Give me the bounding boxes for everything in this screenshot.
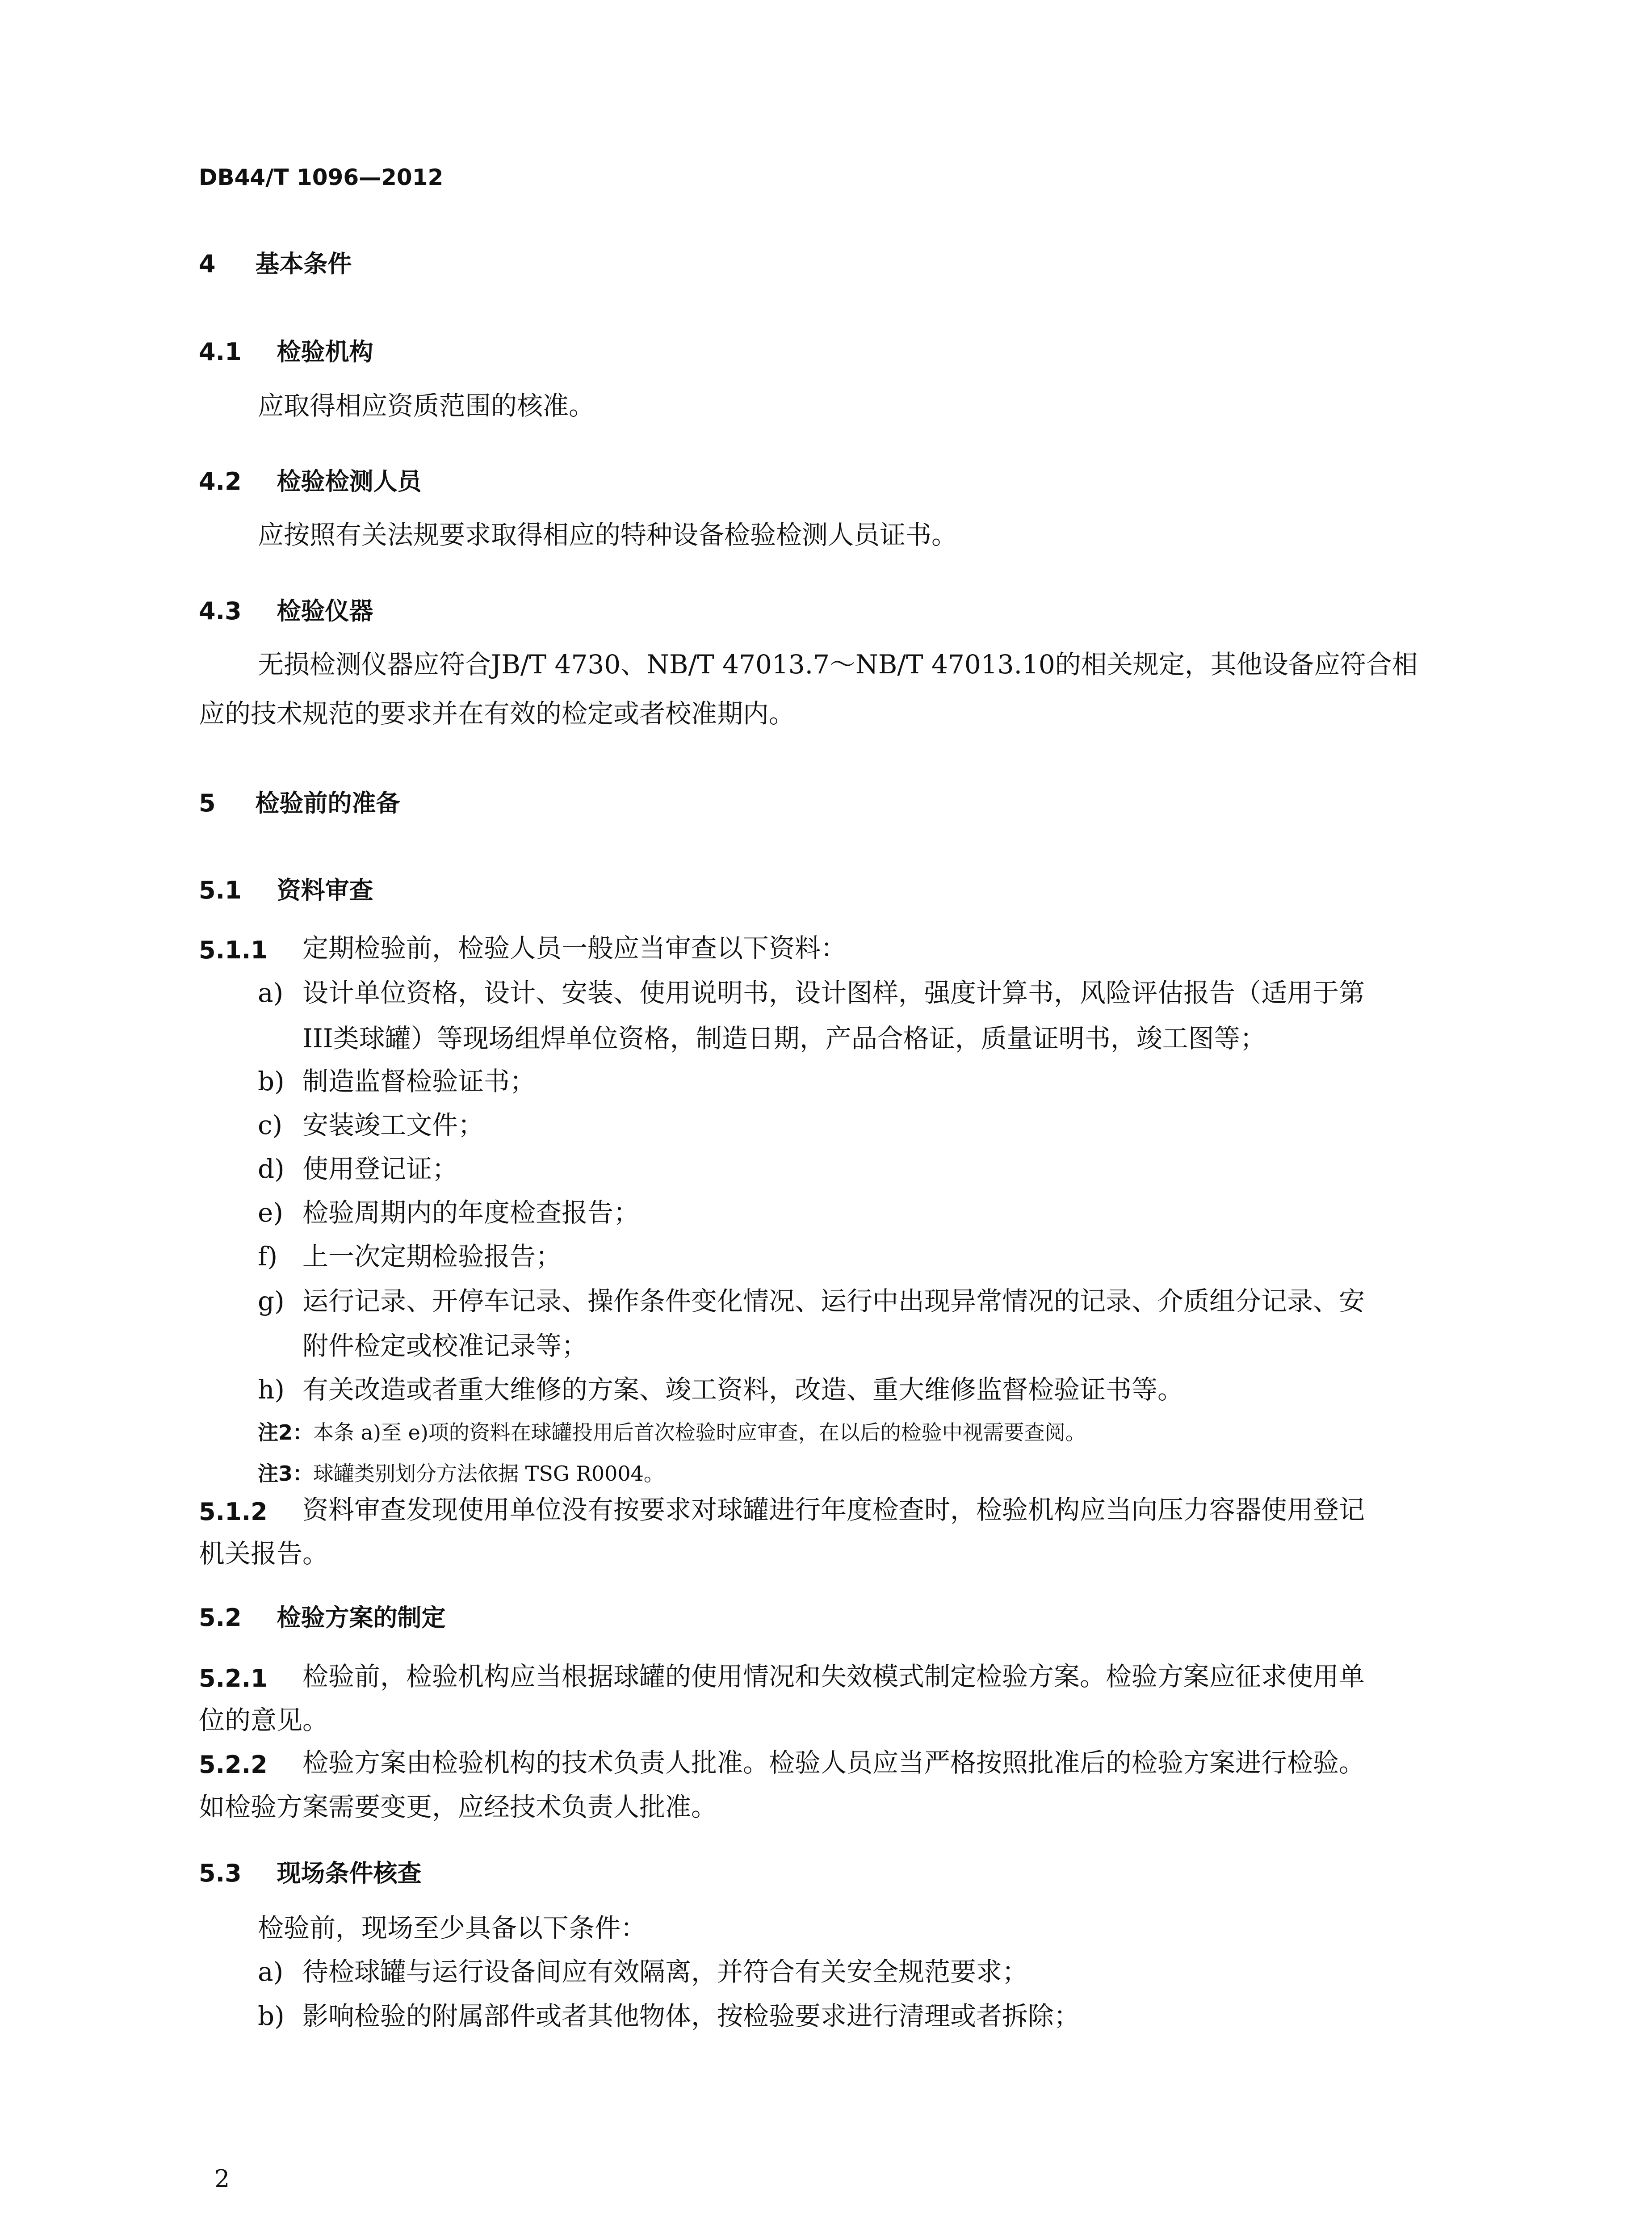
list-item-line: 制造监督检验证书； <box>302 1066 536 1096</box>
list-item-label: e) <box>258 1197 283 1228</box>
section-number: 4.2 <box>199 467 242 496</box>
note-2 <box>258 1416 1086 1446</box>
section-4-heading <box>199 245 352 279</box>
list-item-line: 安装竣工文件； <box>302 1110 484 1140</box>
section-4-2-heading <box>199 462 421 497</box>
clause-5-1-2-line-1: 资料审查发现使用单位没有按要求对球罐进行年度检查时，检验机构应当向压力容器使用登记 <box>302 1495 1365 1525</box>
list-item-label: f) <box>258 1241 278 1272</box>
list-item-line: 影响检验的附属部件或者其他物体，按检验要求进行清理或者拆除； <box>302 2001 1080 2031</box>
section-5-3-text: 检验前，现场至少具备以下条件： <box>258 1913 647 1943</box>
list-item-label: b) <box>258 1066 285 1096</box>
section-number: 5.3 <box>199 1859 242 1887</box>
list-item-line: 运行记录、开停车记录、操作条件变化情况、运行中出现异常情况的记录、介质组分记录、安 <box>302 1286 1365 1316</box>
section-number: 4.1 <box>199 338 242 366</box>
section-4-3-line-1: 无损检测仪器应符合JB/T 4730、NB/T 47013.7～NB/T 47013.10的相关规定，其他设备应符合相 <box>258 649 1418 680</box>
clause-5-1-2-line-2: 机关报告。 <box>199 1538 329 1569</box>
section-title: 检验机构 <box>277 338 373 366</box>
clause-5-2-1-line-2: 位的意见。 <box>199 1705 329 1735</box>
clause-5-2-2-number: 5.2.2 <box>199 1751 268 1779</box>
clause-5-2-1-line-1: 检验前，检验机构应当根据球罐的使用情况和失效模式制定检验方案。检验方案应征求使用单 <box>302 1661 1365 1692</box>
section-number: 4.3 <box>199 597 242 625</box>
list-item-line: 附件检定或校准记录等； <box>302 1331 588 1361</box>
clause-5-2-2-line-2: 如检验方案需要变更，应经技术负责人批准。 <box>199 1792 717 1822</box>
list-item-line: 设计单位资格，设计、安装、使用说明书，设计图样，强度计算书，风险评估报告（适用于第 <box>302 978 1365 1008</box>
section-title: 检验仪器 <box>277 597 373 625</box>
section-4-2-text: 应按照有关法规要求取得相应的特种设备检验检测人员证书。 <box>258 520 958 550</box>
section-4-3-heading <box>199 592 373 626</box>
section-4-1-heading <box>199 333 373 367</box>
list-item-line: 有关改造或者重大维修的方案、竣工资料，改造、重大维修监督检验证书等。 <box>302 1374 1184 1405</box>
clause-5-1-1-number: 5.1.1 <box>199 936 268 964</box>
list-item-label: b) <box>258 2001 285 2031</box>
section-number: 4 <box>199 250 216 278</box>
list-item-label: a) <box>258 1957 284 1987</box>
section-title: 基本条件 <box>255 250 352 278</box>
note-label: 注2： <box>258 1420 314 1445</box>
section-5-heading <box>199 784 400 819</box>
list-item-label: a) <box>258 978 284 1008</box>
section-title: 资料审查 <box>277 876 373 904</box>
clause-5-2-2-line-1: 检验方案由检验机构的技术负责人批准。检验人员应当严格按照批准后的检验方案进行检验。 <box>302 1747 1365 1778</box>
section-title: 现场条件核查 <box>277 1859 422 1887</box>
list-item-label: g) <box>258 1286 285 1316</box>
section-5-2-heading <box>199 1599 445 1633</box>
section-number: 5.1 <box>199 876 242 904</box>
note-label: 注3： <box>258 1461 314 1486</box>
list-item-line: 使用登记证； <box>302 1154 458 1184</box>
list-item-line: 检验周期内的年度检查报告； <box>302 1197 640 1228</box>
list-item-label: c) <box>258 1110 283 1140</box>
note-text: 球罐类别划分方法依据 TSG R0004。 <box>313 1461 664 1486</box>
section-5-3-heading <box>199 1854 421 1889</box>
standard-code: DB44/T 1096—2012 <box>199 164 444 190</box>
section-5-1-heading <box>199 871 373 906</box>
list-item-line: 上一次定期检验报告； <box>302 1241 562 1272</box>
list-item-label: h) <box>258 1374 285 1405</box>
section-title: 检验检测人员 <box>277 467 422 496</box>
page-number: 2 <box>214 2165 230 2193</box>
section-title: 检验方案的制定 <box>277 1604 446 1632</box>
list-item-line: 待检球罐与运行设备间应有效隔离，并符合有关安全规范要求； <box>302 1957 1028 1987</box>
list-item-label: d) <box>258 1154 285 1184</box>
section-number: 5 <box>199 789 216 817</box>
note-text: 本条 a)至 e)项的资料在球罐投用后首次检验时应审查，在以后的检验中视需要查阅。 <box>313 1420 1086 1445</box>
clause-5-1-2-number: 5.1.2 <box>199 1498 268 1526</box>
section-title: 检验前的准备 <box>255 789 400 817</box>
note-3 <box>258 1457 664 1487</box>
clause-5-1-1-text: 定期检验前，检验人员一般应当审查以下资料： <box>302 933 847 963</box>
clause-5-2-1-number: 5.2.1 <box>199 1664 268 1692</box>
list-item-line: III类球罐）等现场组焊单位资格，制造日期，产品合格证，质量证明书，竣工图等； <box>302 1023 1266 1054</box>
section-4-1-text: 应取得相应资质范围的核准。 <box>258 391 595 421</box>
section-4-3-line-2: 应的技术规范的要求并在有效的检定或者校准期内。 <box>199 698 795 729</box>
section-number: 5.2 <box>199 1604 242 1632</box>
